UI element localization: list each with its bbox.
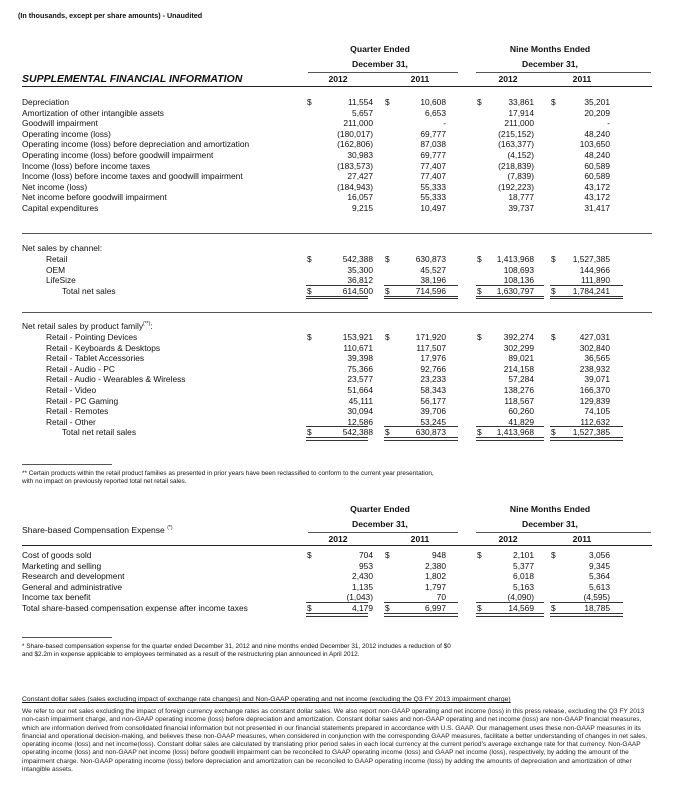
divider	[22, 312, 652, 313]
value-cell: 5,163	[513, 581, 534, 592]
value-cell: 57,284	[508, 374, 534, 385]
value-cell: 35,201	[584, 97, 610, 107]
table-row	[0, 254, 678, 265]
currency-symbol: $	[551, 550, 556, 560]
value-cell: 302,840	[579, 342, 610, 353]
value-cell: 69,777	[420, 150, 446, 160]
table-row	[0, 265, 678, 276]
table-row	[0, 171, 678, 182]
row-label: Marketing and selling	[22, 560, 102, 571]
row-label: Retail - PC Gaming	[46, 395, 119, 406]
value-cell: 39,737	[508, 203, 534, 213]
total-value-cell: 18,785	[584, 603, 610, 613]
value-cell: 87,038	[420, 139, 446, 150]
total-value-cell: 6,997	[425, 603, 446, 613]
currency-symbol: $	[385, 254, 390, 264]
table-row	[0, 571, 678, 582]
total-value-cell: 714,596	[415, 285, 446, 296]
currency-symbol: $	[307, 550, 312, 560]
value-cell: 60,589	[584, 171, 610, 182]
row-label: Income tax benefit	[22, 592, 91, 603]
currency-symbol: $	[551, 332, 556, 342]
table-row	[0, 203, 678, 214]
year-2011-header: 2011	[572, 534, 592, 544]
value-cell: (162,806)	[337, 139, 373, 150]
year-2012-header: 2012	[328, 534, 348, 544]
row-label: Research and development	[22, 571, 125, 582]
currency-symbol: $	[307, 97, 312, 107]
value-cell: (192,223)	[498, 181, 534, 192]
value-cell: 1,527,385	[572, 254, 610, 264]
total-value-cell: 630,873	[415, 427, 446, 438]
currency-symbol: $	[307, 285, 312, 296]
currency-symbol: $	[385, 550, 390, 560]
table-row	[0, 161, 678, 172]
value-cell: (163,377)	[498, 139, 534, 150]
table-row	[0, 374, 678, 385]
row-label: General and administrative	[22, 581, 123, 592]
value-cell: 60,589	[584, 160, 610, 171]
table-row	[0, 108, 678, 119]
value-cell: 58,343	[420, 385, 446, 395]
value-cell: 53,245	[420, 416, 446, 427]
nine-months-header: Nine Months Ended	[509, 44, 591, 54]
value-cell: 108,136	[503, 275, 534, 286]
total-row	[0, 427, 678, 438]
value-cell: 9,345	[589, 560, 610, 571]
currency-symbol: $	[307, 254, 312, 264]
total-value-cell: 1,630,797	[496, 285, 534, 296]
table-row	[0, 192, 678, 203]
table-row	[0, 385, 678, 396]
value-cell: (218,839)	[498, 160, 534, 171]
total-value-cell: 542,388	[342, 427, 373, 438]
value-cell: 18,777	[508, 192, 534, 203]
value-cell: 55,333	[420, 192, 446, 203]
value-cell: 45,111	[348, 395, 373, 406]
table-row	[0, 406, 678, 417]
total-row	[0, 603, 678, 614]
row-label: Amortization of other intangible assets	[22, 107, 164, 118]
value-cell: 6,653	[425, 107, 446, 118]
table-row	[0, 582, 678, 593]
value-cell: 110,671	[343, 342, 373, 353]
value-cell: 39,398	[347, 353, 373, 364]
value-cell: (184,943)	[337, 181, 373, 192]
row-label: Retail - Remotes	[46, 406, 109, 417]
value-cell: 427,031	[579, 332, 610, 342]
table-row	[0, 332, 678, 343]
footnote-family: ** Certain products within the retail product families as presented in prior years have been reclassified to conform to the current year presentation, with no impact on previously reported total net retail sales.	[22, 470, 434, 486]
currency-symbol: $	[551, 427, 556, 438]
quarter-ended-header: Quarter Ended	[350, 504, 410, 514]
value-cell: 1,797	[425, 581, 446, 592]
section-title: SUPPLEMENTAL FINANCIAL INFORMATION	[22, 73, 243, 85]
value-cell: 36,565	[584, 353, 610, 364]
currency-symbol: $	[307, 603, 312, 613]
constant-dollar-paragraph: We refer to our net sales excluding the impact of foreign currency exchange rates as constant dollar sales. We also report non-GAAP operating and net income (loss) in this press release, excluding the Q3 FY 2013 non-cash impairment charge, and non-GAAP operating income (loss) before depreciation and amortization. Constant dollar sales and non-GAAP operating and net income (loss) are non-GAAP financial measures, which are information derived from consolidated financial information but not presented in our financial statements prepared in accordance with U.S. GAAP. Our management uses these non-GAAP measures in its financial and operational decision-making, and believes these non-GAAP measures, when considered in conjunction with the corresponding GAAP measures, facilitate a better understanding of changes in net sales, operating income (loss) and net income(loss). Constant dollar sales are calculated by translating prior period sales in each local currency at the current period's average exchange rate for that currency. Non-GAAP operating income (loss) and non-GAAP net income (loss) before goodwill impairment can be reconciled to GAAP operating income (loss) and GAAP net income (loss), respectively, by adding the amount of the impairment charge. Non-GAAP operating income (loss) before depreciation and amortization can be reconciled to GAAP operating income (loss) by adding the amounts of depreciation and amortization of other intangible assets.	[22, 708, 648, 774]
value-cell: 11,554	[348, 97, 373, 107]
row-label: Retail - Audio - PC	[46, 363, 115, 374]
value-cell: 36,812	[347, 275, 373, 286]
value-cell: 69,777	[420, 128, 446, 139]
value-cell: 77,407	[420, 171, 446, 182]
row-label: Net income (loss)	[22, 181, 88, 192]
quarter-date-header: December 31,	[352, 519, 408, 529]
value-cell: 129,839	[579, 395, 610, 406]
value-cell: 2,101	[513, 550, 534, 560]
value-cell: 75,366	[347, 363, 373, 374]
nine-months-header: Nine Months Ended	[509, 504, 591, 514]
value-cell: 5,377	[513, 560, 534, 571]
total-value-cell: 14,569	[508, 603, 534, 613]
currency-symbol: $	[477, 427, 482, 438]
value-cell: -	[607, 118, 610, 129]
value-cell: (4,152)	[507, 150, 534, 160]
row-label: Retail	[46, 254, 68, 264]
constant-dollar-title: Constant dollar sales (sales excluding impact of exchange rate changes) and Non-GAAP operating and net income (excluding the Q3 FY 2013 impairment charge)	[22, 696, 511, 703]
year-2011-header: 2011	[572, 74, 592, 84]
value-cell: 118,567	[504, 395, 534, 406]
table-row	[0, 150, 678, 161]
unit-note: (In thousands, except per share amounts) - Unaudited	[18, 11, 203, 20]
value-cell: 45,527	[420, 264, 446, 275]
value-cell: 70	[436, 592, 446, 603]
value-cell: 48,240	[584, 150, 610, 160]
value-cell: 89,021	[508, 353, 534, 364]
value-cell: (180,017)	[337, 128, 373, 139]
quarter-date-header: December 31,	[352, 59, 408, 69]
value-cell: 48,240	[584, 128, 610, 139]
total-row	[0, 286, 678, 297]
value-cell: 112,632	[580, 416, 610, 427]
value-cell: 39,071	[584, 374, 610, 385]
total-label: Total share-based compensation expense after income taxes	[22, 603, 248, 613]
row-label: Retail - Audio - Wearables & Wireless	[46, 374, 186, 385]
value-cell: 23,233	[420, 374, 446, 385]
currency-symbol: $	[385, 285, 390, 296]
value-cell: 1,135	[352, 581, 373, 592]
channel-title: Net sales by channel:	[22, 243, 103, 253]
row-label: Net income before goodwill impairment	[22, 192, 167, 203]
currency-symbol: $	[477, 97, 482, 107]
value-cell: 51,664	[347, 385, 373, 395]
value-cell: 30,094	[347, 406, 373, 417]
value-cell: 17,976	[420, 353, 446, 364]
row-label: Retail - Pointing Devices	[46, 332, 138, 342]
value-cell: 6,018	[513, 571, 534, 582]
total-value-cell: 4,179	[352, 603, 373, 613]
currency-symbol: $	[385, 603, 390, 613]
table-row	[0, 129, 678, 140]
value-cell: 23,577	[347, 374, 373, 385]
value-cell: 31,417	[584, 203, 610, 213]
value-cell: 9,215	[352, 203, 373, 213]
value-cell: (4,595)	[583, 592, 610, 603]
currency-symbol: $	[477, 550, 482, 560]
total-value-cell: 1,527,385	[572, 427, 610, 438]
footnote-sbc: * Share-based compensation expense for the quarter ended December 31, 2012 and nine months ended December 31, 2012 includes a reduction of $0 and $2.2m in expense applicable to employees terminated as a result of the restructuring plan announced in April 2012.	[22, 643, 451, 659]
row-label: Retail - Other	[46, 416, 96, 427]
currency-symbol: $	[551, 254, 556, 264]
currency-symbol: $	[477, 285, 482, 296]
value-cell: 74,105	[584, 406, 610, 417]
table-row	[0, 118, 678, 129]
currency-symbol: $	[307, 332, 312, 342]
value-cell: 211,000	[343, 118, 373, 129]
footnote-rule	[22, 637, 112, 638]
value-cell: 77,407	[420, 160, 446, 171]
value-cell: 56,177	[420, 395, 446, 406]
value-cell: 43,172	[584, 181, 610, 192]
value-cell: 171,920	[415, 332, 446, 342]
footnote-rule	[22, 464, 112, 465]
value-cell: 35,300	[347, 264, 373, 275]
value-cell: (215,152)	[498, 128, 534, 139]
nine-months-date-header: December 31,	[522, 59, 578, 69]
table-row	[0, 353, 678, 364]
value-cell: 2,430	[352, 571, 373, 582]
value-cell: 108,693	[503, 264, 534, 275]
sbc-title: Share-based Compensation Expense (*)	[22, 525, 173, 535]
value-cell: 153,921	[342, 332, 373, 342]
table-row	[0, 364, 678, 375]
table-row	[0, 550, 678, 561]
value-cell: -	[443, 118, 446, 129]
divider	[22, 233, 652, 234]
currency-symbol: $	[477, 254, 482, 264]
table-row	[0, 182, 678, 193]
row-label: Cost of goods sold	[22, 550, 92, 560]
currency-symbol: $	[477, 603, 482, 613]
row-label: Operating income (loss) before depreciation and amortization	[22, 139, 250, 150]
value-cell: 630,873	[415, 254, 446, 264]
value-cell: 5,657	[352, 107, 373, 118]
total-value-cell: 1,784,241	[572, 285, 610, 296]
row-label: Retail - Tablet Accessories	[46, 353, 145, 364]
total-label: Total net retail sales	[62, 427, 137, 438]
section-rule	[22, 86, 652, 87]
value-cell: 55,333	[420, 181, 446, 192]
value-cell: 103,650	[579, 139, 610, 150]
year-2011-header: 2011	[410, 534, 430, 544]
year-2011-header: 2011	[410, 74, 430, 84]
table-row	[0, 97, 678, 108]
value-cell: 1,802	[425, 571, 446, 582]
total-value-cell: 614,500	[342, 285, 373, 296]
value-cell: 92,766	[420, 363, 446, 374]
total-value-cell: 1,413,968	[496, 427, 534, 438]
currency-symbol: $	[307, 427, 312, 438]
value-cell: (4,090)	[507, 592, 534, 603]
value-cell: 5,364	[589, 571, 610, 582]
family-title: Net retail sales by product family(**):	[22, 321, 153, 331]
currency-symbol: $	[477, 332, 482, 342]
value-cell: 60,260	[508, 406, 534, 417]
value-cell: 1,413,968	[496, 254, 534, 264]
currency-symbol: $	[385, 332, 390, 342]
currency-symbol: $	[385, 97, 390, 107]
table-row	[0, 139, 678, 150]
value-cell: 2,380	[425, 560, 446, 571]
row-label: Depreciation	[22, 97, 70, 107]
value-cell: 17,914	[508, 107, 534, 118]
value-cell: 392,274	[503, 332, 534, 342]
value-cell: 138,276	[503, 385, 534, 395]
total-label: Total net sales	[62, 285, 116, 296]
value-cell: 3,056	[589, 550, 610, 560]
currency-symbol: $	[385, 427, 390, 438]
value-cell: 166,370	[579, 385, 610, 395]
currency-symbol: $	[551, 603, 556, 613]
value-cell: 38,196	[420, 275, 446, 286]
currency-symbol: $	[551, 97, 556, 107]
year-2012-header: 2012	[498, 534, 518, 544]
value-cell: 704	[359, 550, 373, 560]
value-cell: 542,388	[342, 254, 373, 264]
value-cell: 30,983	[347, 150, 373, 160]
row-label: Goodwill impairment	[22, 118, 98, 129]
row-label: OEM	[46, 264, 66, 275]
value-cell: 39,706	[420, 406, 446, 417]
row-label: Operating income (loss) before goodwill impairment	[22, 150, 214, 160]
row-label: Operating income (loss)	[22, 128, 111, 139]
row-label: Capital expenditures	[22, 203, 99, 213]
value-cell: 10,608	[420, 97, 446, 107]
value-cell: 144,966	[579, 264, 610, 275]
row-label: Retail - Keyboards & Desktops	[46, 342, 161, 353]
row-label: Retail - Video	[46, 385, 97, 395]
value-cell: 953	[359, 560, 373, 571]
value-cell: 16,057	[347, 192, 373, 203]
value-cell: 41,829	[508, 416, 534, 427]
value-cell: 238,932	[579, 363, 610, 374]
row-label: Income (loss) before income taxes	[22, 160, 151, 171]
nine-months-date-header: December 31,	[522, 519, 578, 529]
value-cell: 302,299	[503, 342, 534, 353]
currency-symbol: $	[551, 285, 556, 296]
table-row	[0, 561, 678, 572]
year-2012-header: 2012	[328, 74, 348, 84]
table-row	[0, 396, 678, 407]
value-cell: 20,209	[584, 107, 610, 118]
value-cell: 12,586	[347, 416, 373, 427]
value-cell: 33,861	[508, 97, 534, 107]
value-cell: 211,000	[504, 118, 534, 129]
value-cell: (1,043)	[346, 592, 373, 603]
row-label: Income (loss) before income taxes and goodwill impairment	[22, 171, 243, 182]
value-cell: 111,890	[580, 275, 610, 286]
row-label: LifeSize	[46, 275, 76, 286]
value-cell: 117,507	[416, 342, 446, 353]
table-row	[0, 343, 678, 354]
value-cell: 43,172	[584, 192, 610, 203]
value-cell: (183,573)	[337, 160, 373, 171]
value-cell: 214,158	[503, 363, 534, 374]
value-cell: 10,497	[420, 203, 446, 213]
value-cell: 948	[432, 550, 446, 560]
quarter-ended-header: Quarter Ended	[350, 44, 410, 54]
value-cell: 5,613	[589, 581, 610, 592]
section-rule	[22, 545, 652, 546]
value-cell: (7,839)	[507, 171, 534, 182]
value-cell: 27,427	[347, 171, 373, 182]
year-2012-header: 2012	[498, 74, 518, 84]
